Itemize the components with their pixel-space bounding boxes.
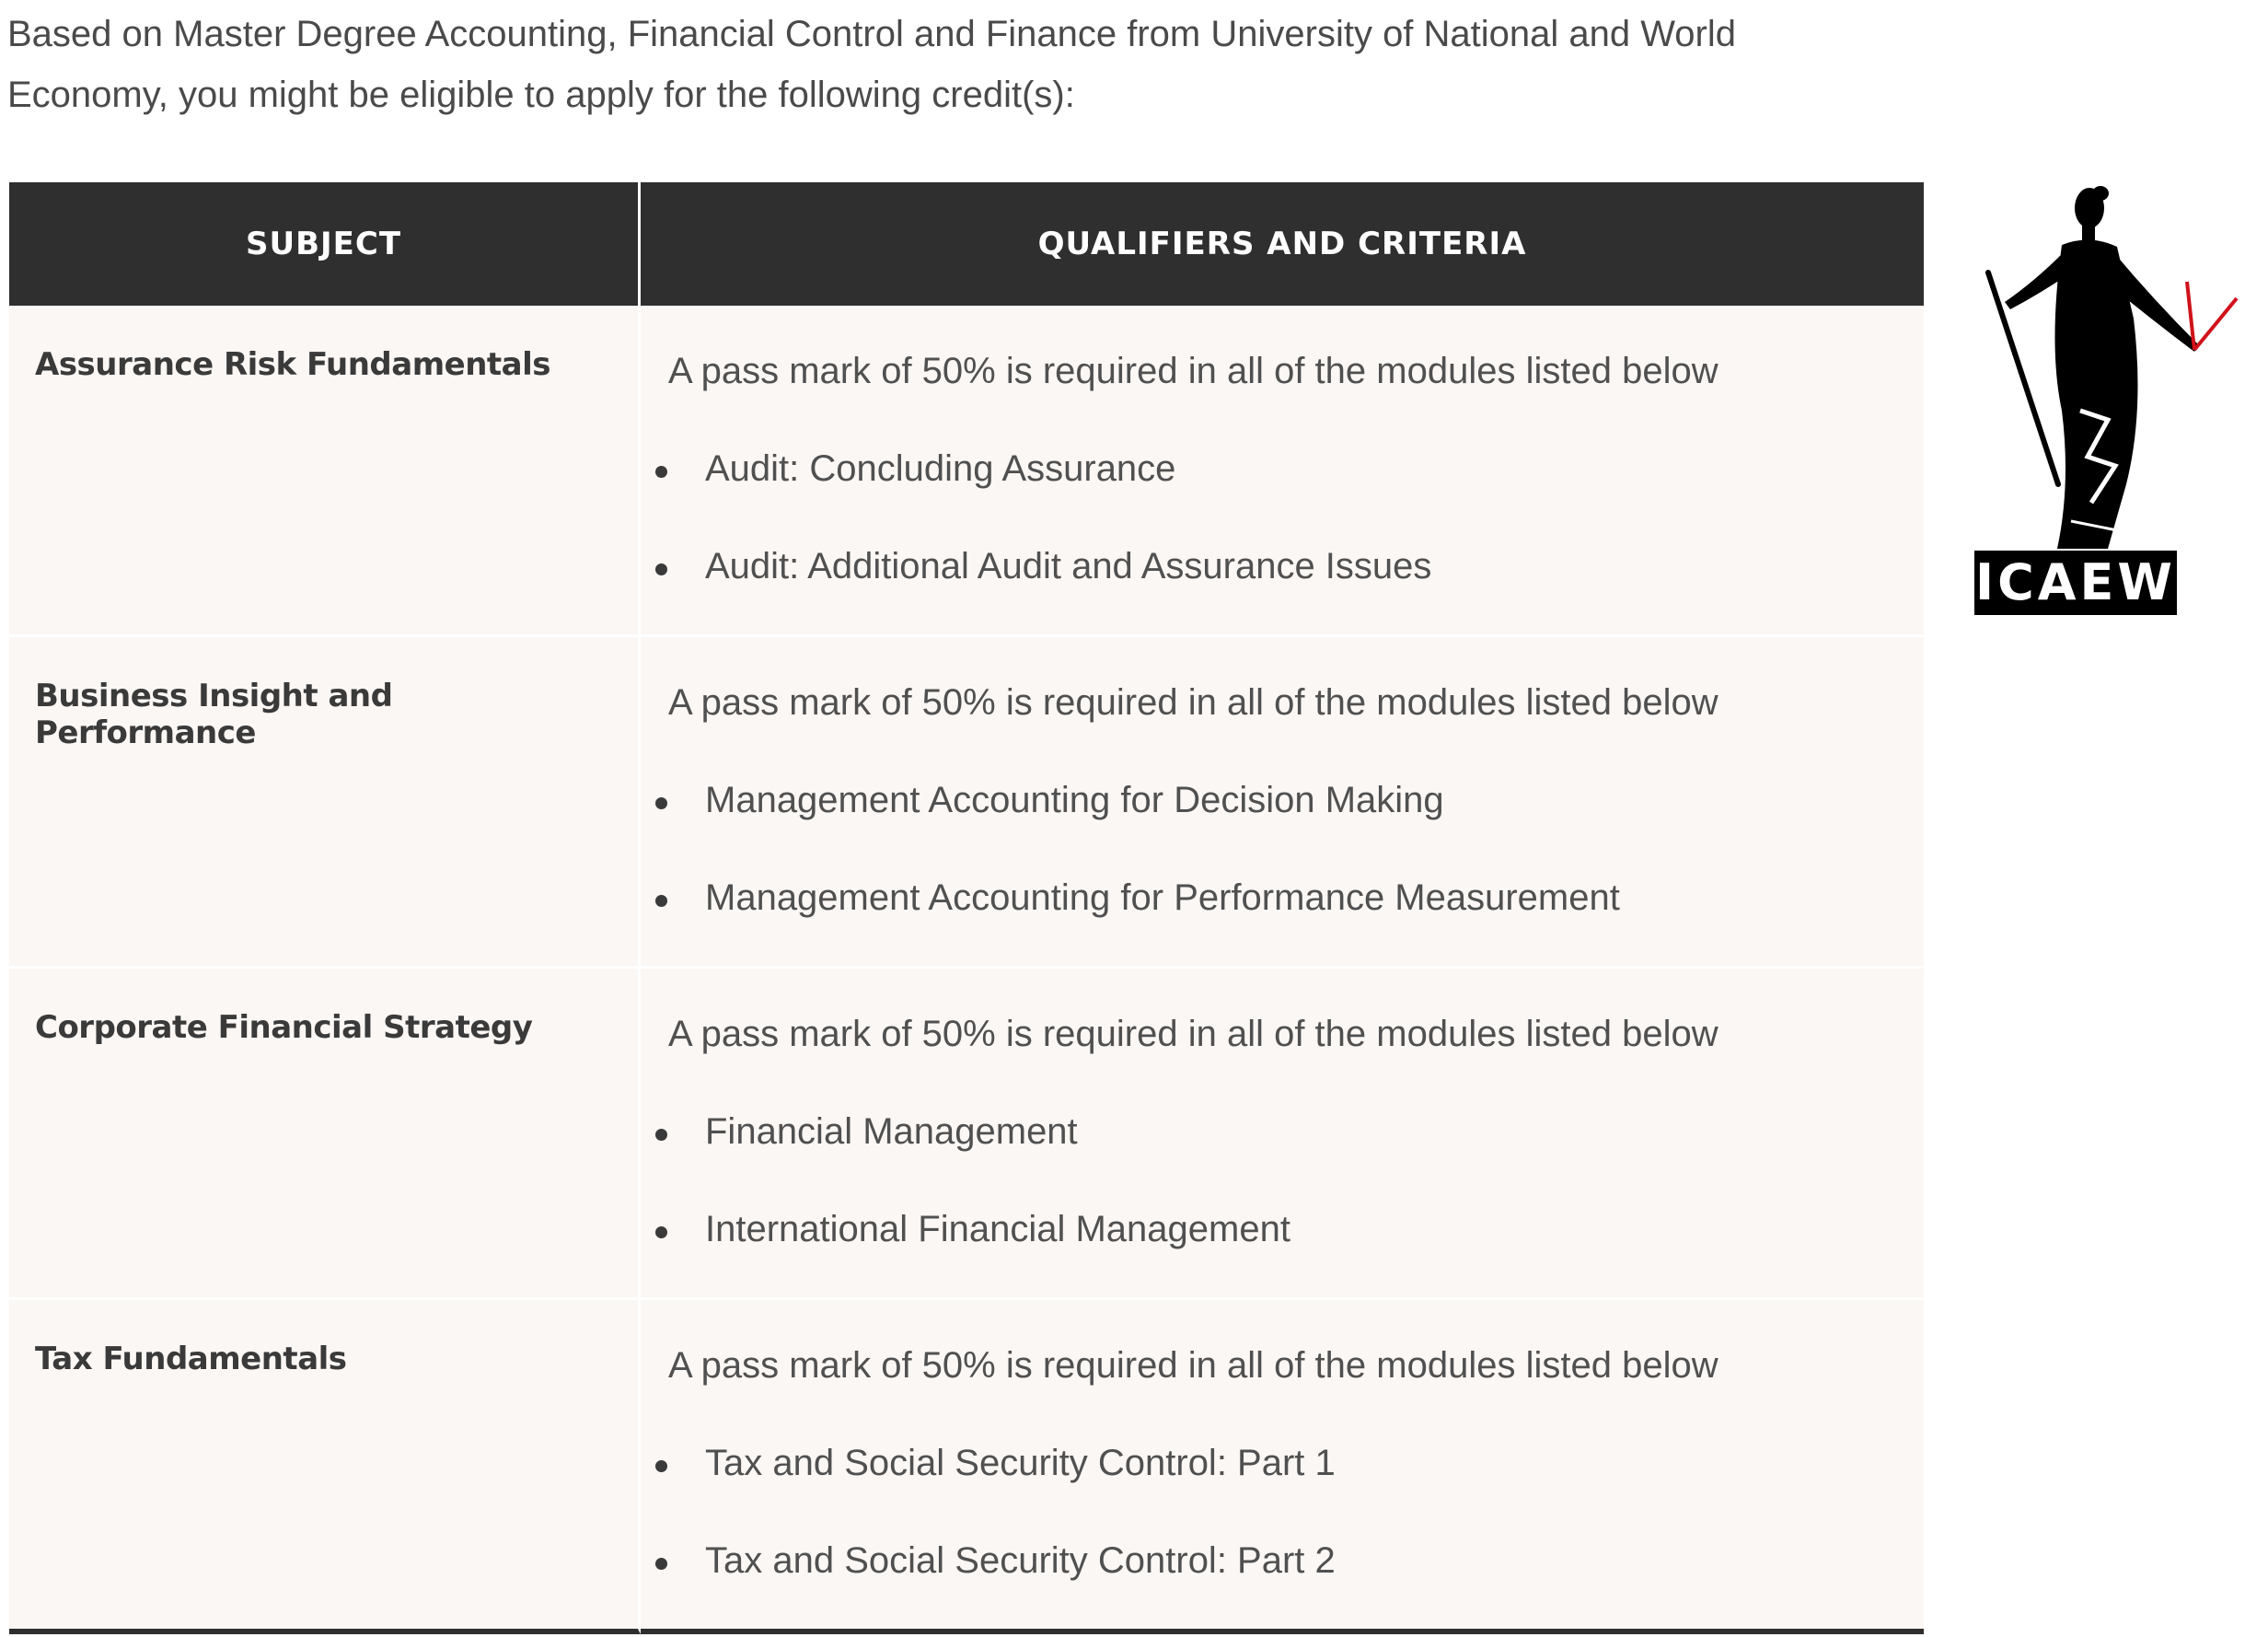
- module-item: [654, 446, 1924, 492]
- subject-name: Business Insight and Performance: [35, 678, 393, 751]
- figure-icon: [2005, 186, 2198, 549]
- module-name: Tax and Social Security Control: Part 2: [705, 1540, 1336, 1581]
- module-item: [654, 875, 1924, 921]
- staff-icon: [1988, 273, 2058, 484]
- criteria-cell: [641, 969, 1924, 1300]
- module-name: Management Accounting for Performance Measurement: [705, 877, 1620, 918]
- module-list: [641, 1109, 1924, 1252]
- subject-cell: [9, 1300, 641, 1634]
- criteria-cell: [641, 306, 1924, 637]
- module-name: Financial Management: [705, 1111, 1078, 1152]
- icaew-logo-text: ICAEW: [1974, 551, 2177, 615]
- criteria-text: A pass mark of 50% is required in all of the modules listed below: [668, 1014, 1718, 1054]
- column-header-criteria: QUALIFIERS AND CRITERIA: [641, 182, 1924, 306]
- criteria-text: A pass mark of 50% is required in all of the modules listed below: [668, 682, 1718, 723]
- table-row: [9, 306, 1924, 637]
- module-list: [641, 777, 1924, 921]
- bullet-icon: [655, 1460, 667, 1472]
- subject-name: Tax Fundamentals: [35, 1341, 347, 1377]
- bullet-icon: [655, 466, 667, 478]
- table-row: [9, 1300, 1924, 1634]
- subject-cell: [9, 969, 641, 1300]
- bullet-icon: [655, 895, 667, 907]
- subject-name: Assurance Risk Fundamentals: [35, 346, 550, 383]
- subject-cell: [9, 637, 641, 969]
- module-item: [654, 1206, 1924, 1252]
- module-list: [641, 446, 1924, 589]
- criteria-text: A pass mark of 50% is required in all of the modules listed below: [668, 351, 1718, 391]
- module-item: [654, 543, 1924, 589]
- column-header-subject: SUBJECT: [9, 182, 641, 306]
- bullet-icon: [655, 1226, 667, 1238]
- bullet-icon: [655, 797, 667, 809]
- module-item: [654, 1538, 1924, 1584]
- intro-text: Based on Master Degree Accounting, Financial Control and Finance from University of National and World Economy, you might be eligible to apply for the following credit(s):: [7, 14, 1736, 115]
- table-row: [9, 969, 1924, 1300]
- module-name: Audit: Additional Audit and Assurance Issues: [705, 546, 1432, 586]
- subject-name: Corporate Financial Strategy: [35, 1009, 533, 1046]
- module-item: [654, 1109, 1924, 1155]
- module-name: Audit: Concluding Assurance: [705, 448, 1176, 489]
- module-list: [641, 1440, 1924, 1584]
- table-row: [9, 637, 1924, 969]
- dividers-icon: [2187, 282, 2237, 350]
- module-item: [654, 1440, 1924, 1486]
- bullet-icon: [655, 1558, 667, 1570]
- bullet-icon: [655, 563, 667, 575]
- criteria-text: A pass mark of 50% is required in all of the modules listed below: [668, 1345, 1718, 1386]
- bullet-icon: [655, 1129, 667, 1141]
- module-item: [654, 777, 1924, 823]
- module-name: Tax and Social Security Control: Part 1: [705, 1443, 1336, 1483]
- credit-table: [9, 182, 1924, 1634]
- criteria-cell: [641, 637, 1924, 969]
- module-name: International Financial Management: [705, 1209, 1290, 1249]
- subject-cell: [9, 306, 641, 637]
- module-name: Management Accounting for Decision Making: [705, 780, 1444, 820]
- criteria-cell: [641, 1300, 1924, 1634]
- table-header-row: [9, 182, 1924, 306]
